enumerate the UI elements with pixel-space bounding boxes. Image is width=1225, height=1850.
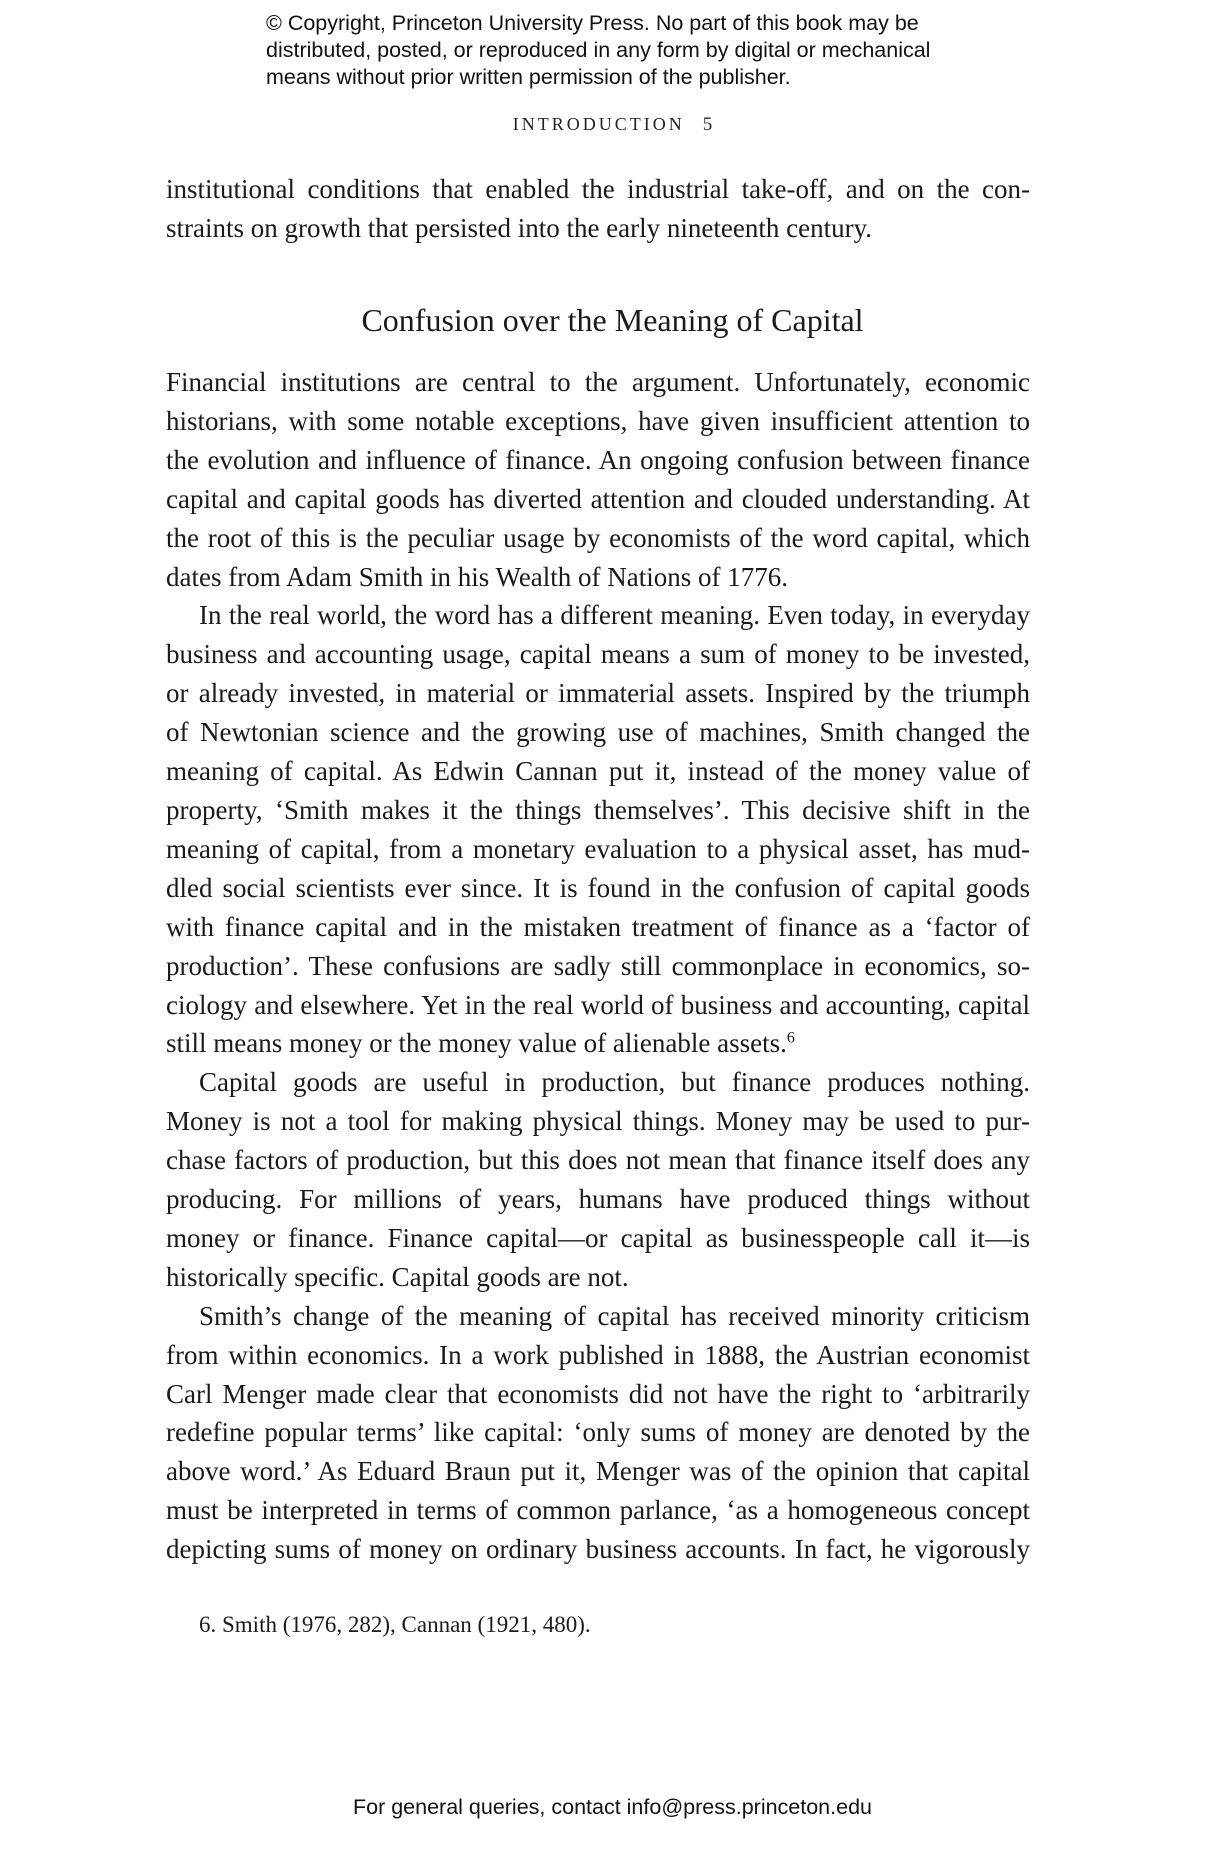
text-line: production’. These confusions are sadly still commonplace in economics, so- [166,950,1030,981]
paragraph [166,1297,1030,1569]
copyright-notice [266,10,1026,91]
intro-paragraph [166,170,1030,248]
page-number: 5 [702,114,713,135]
running-head [0,114,1225,136]
text-line: money or finance. Finance capital—or capital as businesspeople call it—is [166,1222,1030,1253]
text-line: of Newtonian science and the growing use of machines, Smith changed the [166,717,1030,748]
text-line: dled social scientists ever since. It is found in the confusion of capital goods [166,872,1030,903]
text-line: Money is not a tool for making physical things. Money may be used to pur- [166,1106,1030,1137]
copyright-line: means without prior written permission of the publisher. [266,65,791,89]
copyright-line: distributed, posted, or reproduced in any form by digital or mechanical [266,38,931,62]
text-line: straints on growth that persisted into the early nineteenth century. [166,212,873,243]
text-line: property, ‘Smith makes it the things themselves’. This decisive shift in the [166,794,1030,825]
footnote-marker: 6 [786,1029,795,1047]
text-line: chase factors of production, but this does not mean that finance itself does any [166,1145,1030,1176]
text-line: historically specific. Capital goods are not. [166,1261,629,1292]
text-line: producing. For millions of years, humans have produced things without [166,1184,1030,1215]
text-line: meaning of capital, from a monetary evaluation to a physical asset, has mud- [166,833,1030,864]
text-line: or already invested, in material or immaterial assets. Inspired by the triumph [166,678,1030,709]
section-heading: Confusion over the Meaning of Capital [361,302,864,338]
text-line: Financial institutions are central to the argument. Unfortunately, economic [166,367,1030,397]
footnote: 6. Smith (1976, 282), Cannan (1921, 480). [199,1612,591,1637]
text-line: meaning of capital. As Edwin Cannan put it, instead of the money value of [166,756,1030,787]
text-line: still means money or the money value of alienable assets. [166,1028,787,1059]
text-line: dates from Adam Smith in his Wealth of Nations of 1776. [166,561,789,592]
text-line: capital and capital goods has diverted attention and clouded understanding. At [166,483,1030,514]
text-line: with finance capital and in the mistaken treatment of finance as a ‘factor of [166,911,1030,942]
main-text [166,363,1030,1569]
text-line-with-note [166,1024,1030,1063]
paragraph [166,1063,1030,1296]
text-line: ciology and elsewhere. Yet in the real world of business and accounting, capital [166,989,1030,1020]
text-line: Capital goods are useful in production, but finance produces nothing. [199,1067,1030,1098]
footer-contact: For general queries, contact info@press.princeton.edu [352,1795,872,1819]
text-line: Smith’s change of the meaning of capital has received minority criticism [199,1300,1030,1331]
text-line: institutional conditions that enabled the industrial take-off, and on the con- [166,174,1030,204]
text-line: redefine popular terms’ like capital: ‘only sums of money are denoted by the [166,1417,1030,1448]
copyright-line: © Copyright, Princeton University Press. No part of this book may be [266,11,919,35]
text-line: Carl Menger made clear that economists did not have the right to ‘arbitrarily [166,1378,1030,1409]
text-line: depicting sums of money on ordinary business accounts. In fact, he vigorously [166,1534,1030,1565]
text-line: business and accounting usage, capital means a sum of money to be invested, [166,639,1030,670]
text-line: historians, with some notable exceptions, have given insufficient attention to [166,405,1030,436]
text-line: must be interpreted in terms of common parlance, ‘as a homogeneous concept [166,1495,1030,1526]
running-head-title: INTRODUCTION [512,114,685,134]
text-line: the evolution and influence of finance. An ongoing confusion between finance [166,444,1030,475]
text-line: from within economics. In a work published in 1888, the Austrian economist [166,1339,1030,1370]
paragraph [166,363,1030,596]
text-line: In the real world, the word has a different meaning. Even today, in everyday [199,600,1030,631]
text-line: above word.’ As Eduard Braun put it, Menger was of the opinion that capital [166,1456,1030,1487]
text-line: the root of this is the peculiar usage by economists of the word capital, which [166,522,1030,553]
paragraph [166,596,1030,1063]
